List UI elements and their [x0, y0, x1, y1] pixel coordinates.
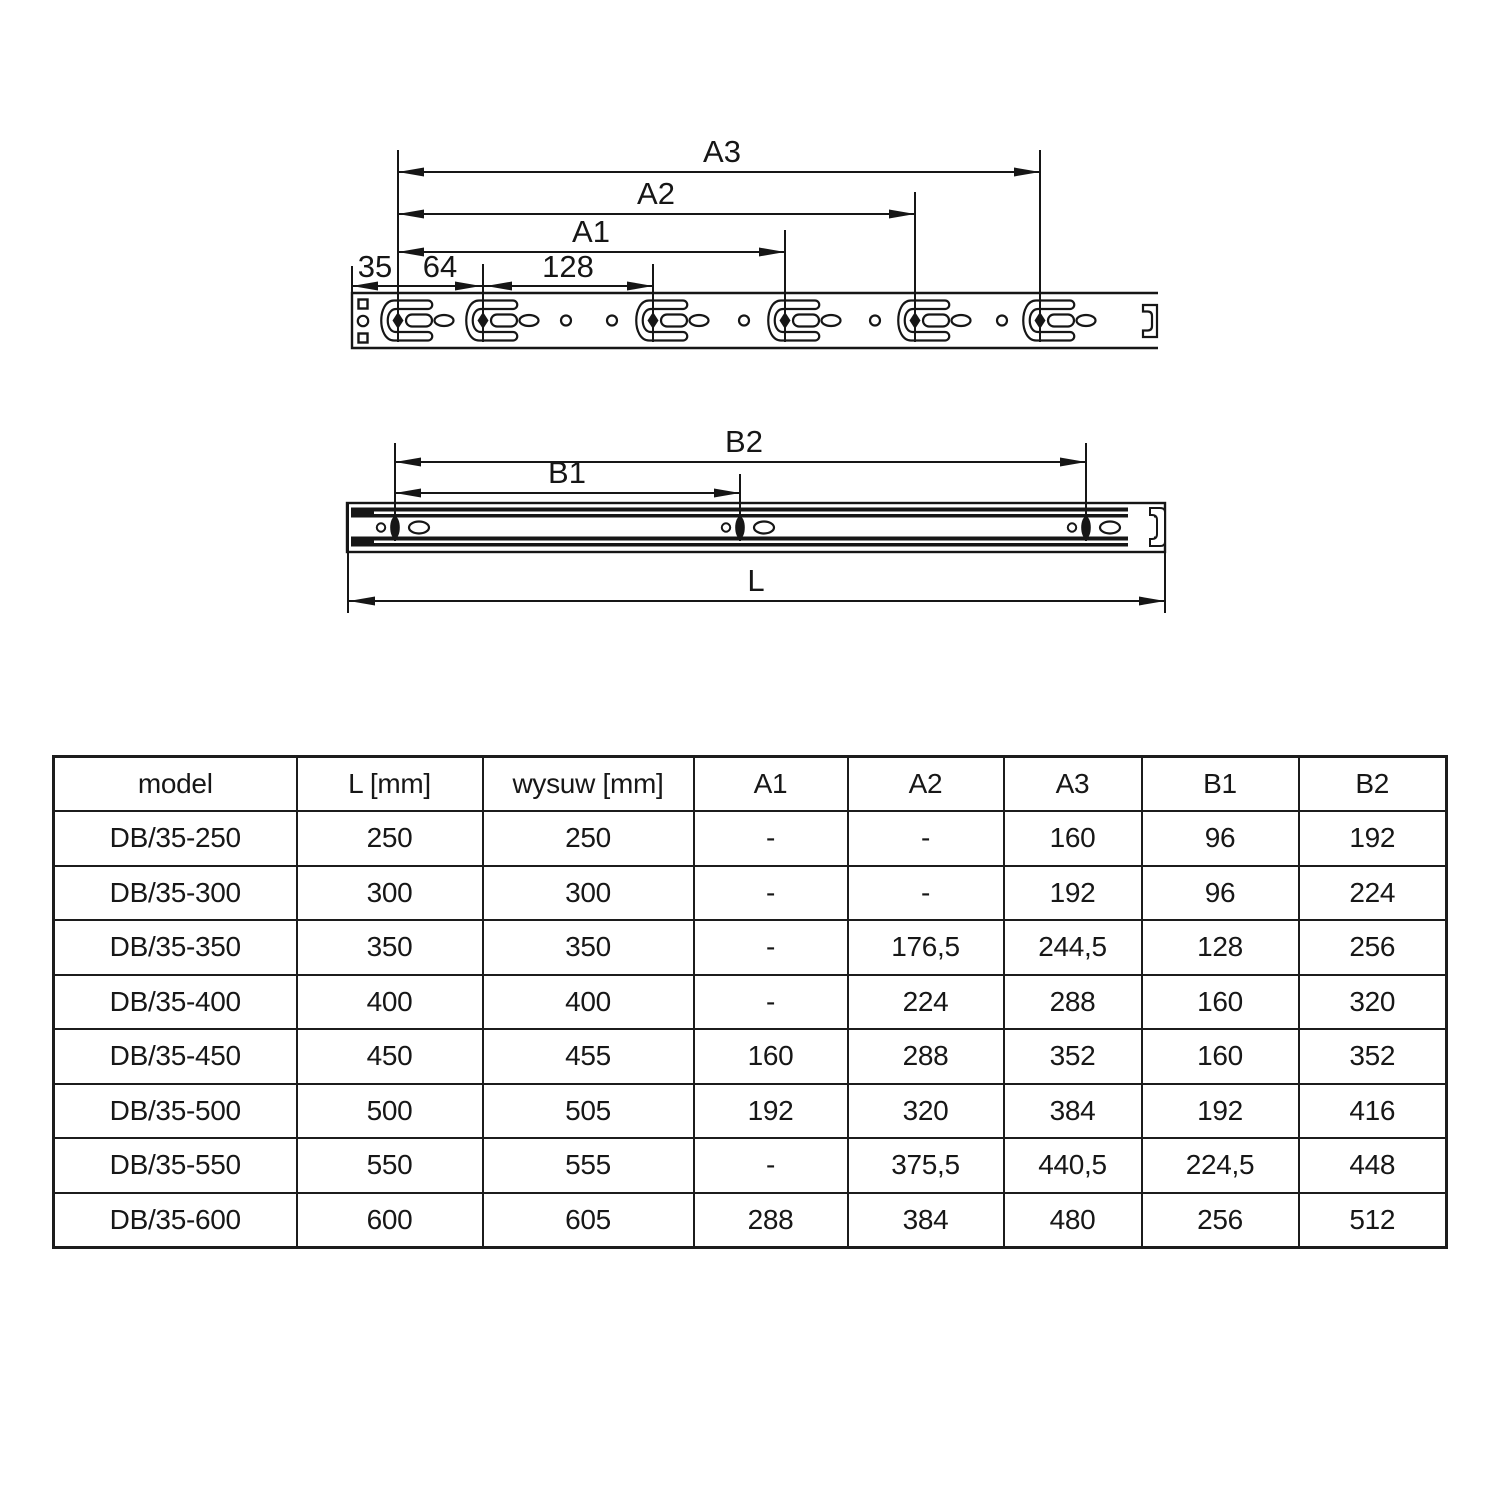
col-header-a2: A2: [848, 757, 1004, 812]
table-header-row: [54, 757, 1447, 812]
dimension-a1-label: A1: [572, 214, 610, 249]
table-cell: 192: [1142, 1084, 1299, 1139]
table-cell: DB/35-550: [54, 1138, 297, 1193]
col-header-model: model: [54, 757, 297, 812]
table-cell: 250: [483, 811, 694, 866]
table-cell: 600: [297, 1193, 483, 1248]
table-cell: 176,5: [848, 920, 1004, 975]
table-cell: 192: [1004, 866, 1142, 921]
dimension-35-label: 35: [357, 249, 393, 284]
dimension-l-label: L: [747, 563, 765, 598]
table-cell: -: [848, 866, 1004, 921]
table-row: [54, 1138, 1447, 1193]
table-cell: 550: [297, 1138, 483, 1193]
table-cell: 320: [1299, 975, 1447, 1030]
table-cell: 352: [1299, 1029, 1447, 1084]
table-cell: 448: [1299, 1138, 1447, 1193]
table-cell: -: [694, 866, 848, 921]
table-cell: 352: [1004, 1029, 1142, 1084]
dimension-a3-label: A3: [703, 134, 741, 169]
table-cell: 480: [1004, 1193, 1142, 1248]
table-cell: DB/35-600: [54, 1193, 297, 1248]
dimension-a2: [398, 176, 915, 219]
dimension-l: [349, 563, 1165, 606]
table-row: [54, 1193, 1447, 1248]
dimension-b2-label: B2: [725, 424, 763, 459]
table-cell: -: [694, 811, 848, 866]
table-cell: DB/35-250: [54, 811, 297, 866]
spec-table: [52, 755, 1448, 1249]
table-cell: 288: [694, 1193, 848, 1248]
table-cell: DB/35-450: [54, 1029, 297, 1084]
col-header-a1: A1: [694, 757, 848, 812]
table-cell: 350: [297, 920, 483, 975]
table-cell: 505: [483, 1084, 694, 1139]
end-square-hole: [359, 300, 368, 309]
table-cell: 300: [297, 866, 483, 921]
table-cell: 512: [1299, 1193, 1447, 1248]
end-stop-clip: [1143, 305, 1157, 337]
dimension-64-label: 64: [422, 249, 458, 284]
end-round-hole: [358, 316, 368, 326]
table-cell: -: [848, 811, 1004, 866]
table-cell: 350: [483, 920, 694, 975]
rail-side-view: [347, 503, 1165, 552]
table-cell: 300: [483, 866, 694, 921]
table-cell: 375,5: [848, 1138, 1004, 1193]
table-row: [54, 1029, 1447, 1084]
table-row: [54, 866, 1447, 921]
table-cell: DB/35-300: [54, 866, 297, 921]
end-square-hole: [359, 334, 368, 343]
table-cell: 288: [1004, 975, 1142, 1030]
col-header-extension: wysuw [mm]: [483, 757, 694, 812]
dimension-b2: [395, 424, 1086, 467]
table-cell: 384: [848, 1193, 1004, 1248]
table-cell: 440,5: [1004, 1138, 1142, 1193]
table-cell: -: [694, 975, 848, 1030]
col-header-b2: B2: [1299, 757, 1447, 812]
table-cell: 128: [1142, 920, 1299, 975]
table-row: [54, 975, 1447, 1030]
table-row: [54, 920, 1447, 975]
table-cell: 96: [1142, 811, 1299, 866]
table-cell: 555: [483, 1138, 694, 1193]
table-cell: 455: [483, 1029, 694, 1084]
table-cell: 256: [1142, 1193, 1299, 1248]
table-cell: 244,5: [1004, 920, 1142, 975]
table-cell: -: [694, 920, 848, 975]
table-cell: 400: [297, 975, 483, 1030]
table-cell: 224,5: [1142, 1138, 1299, 1193]
table-cell: 450: [297, 1029, 483, 1084]
table-cell: DB/35-350: [54, 920, 297, 975]
table-cell: 250: [297, 811, 483, 866]
table-cell: 256: [1299, 920, 1447, 975]
table-row: [54, 1084, 1447, 1139]
table-cell: 224: [848, 975, 1004, 1030]
table-cell: 416: [1299, 1084, 1447, 1139]
table-cell: DB/35-500: [54, 1084, 297, 1139]
table-cell: DB/35-400: [54, 975, 297, 1030]
table-cell: 288: [848, 1029, 1004, 1084]
col-header-length: L [mm]: [297, 757, 483, 812]
technical-drawing: [0, 0, 1500, 700]
dimension-b1-label: B1: [548, 455, 586, 490]
rail-top-view: [352, 293, 1158, 348]
col-header-a3: A3: [1004, 757, 1142, 812]
table-cell: 192: [694, 1084, 848, 1139]
table-cell: 96: [1142, 866, 1299, 921]
table-cell: 605: [483, 1193, 694, 1248]
dimension-a2-label: A2: [637, 176, 675, 211]
table-cell: 192: [1299, 811, 1447, 866]
table-cell: -: [694, 1138, 848, 1193]
table-cell: 320: [848, 1084, 1004, 1139]
table-cell: 500: [297, 1084, 483, 1139]
table-cell: 400: [483, 975, 694, 1030]
dimension-a3: [398, 134, 1040, 177]
col-header-b1: B1: [1142, 757, 1299, 812]
table-row: [54, 811, 1447, 866]
table-cell: 160: [1142, 1029, 1299, 1084]
table-cell: 160: [694, 1029, 848, 1084]
table-cell: 160: [1004, 811, 1142, 866]
table-cell: 224: [1299, 866, 1447, 921]
dimension-128-label: 128: [542, 249, 594, 284]
table-cell: 160: [1142, 975, 1299, 1030]
table-cell: 384: [1004, 1084, 1142, 1139]
